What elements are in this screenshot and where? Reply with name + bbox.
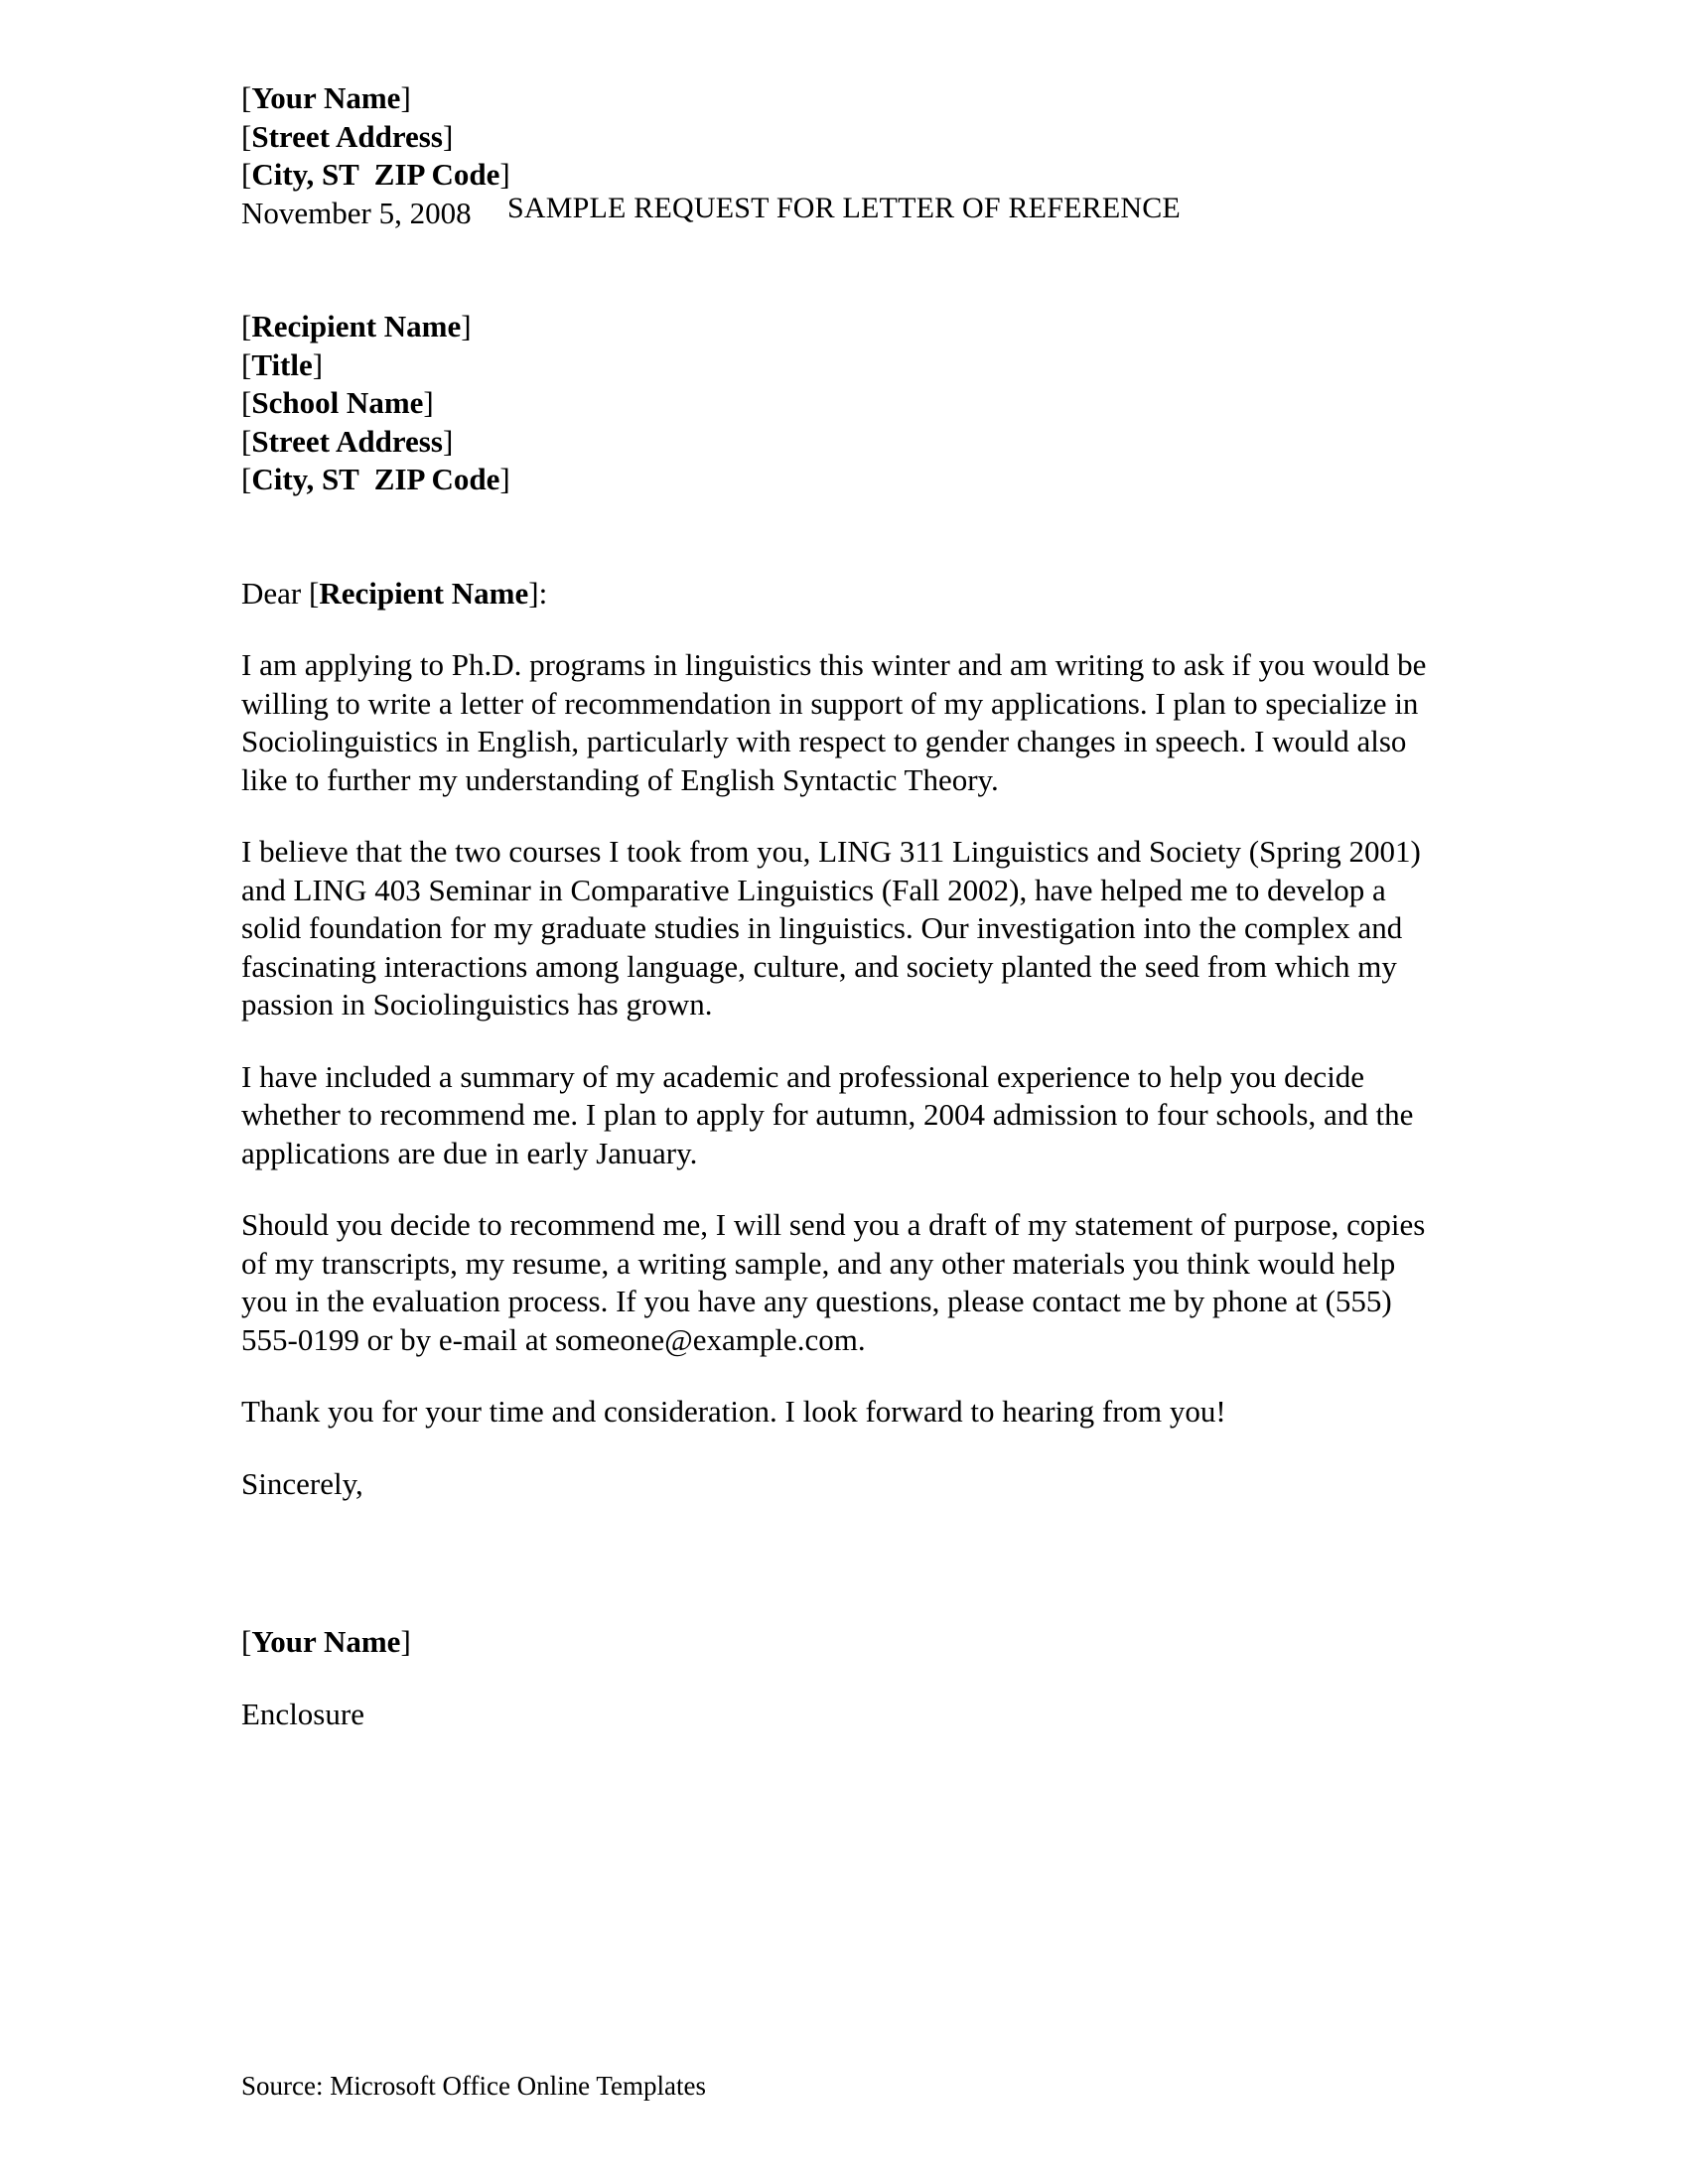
body-paragraph: Should you decide to recommend me, I will send you a draft of my statement of purpose, copies of my transcripts, my resume, a writing sample, and any other materials you think would help you in the evaluation process. If you have any questions, please contact me by phone at (555) 555-0199 or by e-mail at someone@example.com. [241,1207,1426,1357]
bracket-close: ] [423,385,434,420]
salutation-greeting: Dear [241,575,309,611]
signature-name-placeholder: Your Name [251,1624,401,1659]
sender-citystate-placeholder: City, ST ZIP Code [251,157,500,192]
bracket-close: ] [499,462,510,496]
bracket-close: ] [461,309,472,343]
recipient-title-line [241,346,1448,385]
recipient-name-placeholder: Recipient Name [251,309,462,343]
recipient-title-placeholder: Title [251,346,313,382]
source-note: Source: Microsoft Office Online Templates [241,2071,706,2101]
sender-address-block [241,79,1448,232]
bracket-open: [ [241,157,252,192]
closing-line: Sincerely, [241,1465,363,1501]
recipient-school-line [241,384,1448,423]
recipient-name-line [241,308,1448,346]
body-paragraph: I have included a summary of my academic and professional experience to help you decide whether to recommend me. I plan to apply for autumn, 2004 admission to four schools, and the applications are due in early January. [241,1058,1414,1170]
bracket-open: [ [241,309,252,343]
recipient-address-block [241,308,1448,499]
salutation-punctuation: : [538,575,548,611]
bracket-open: [ [241,423,252,459]
bracket-close: ] [528,575,539,611]
recipient-street-line [241,423,1448,462]
signature-name-line [241,1623,1448,1662]
sender-name-placeholder: Your Name [251,80,401,115]
bracket-close: ] [400,80,411,115]
letter-body [241,0,1448,1733]
bracket-open: [ [241,80,252,115]
recipient-citystate-line [241,461,1448,499]
bracket-open: [ [241,346,252,382]
body-paragraph: Thank you for your time and consideration. I look forward to hearing from you! [241,1394,1226,1429]
sender-citystate-line [241,156,1448,195]
bracket-open: [ [241,118,252,154]
salutation-name-placeholder: Recipient Name [319,575,529,611]
sender-street-placeholder: Street Address [251,118,443,154]
enclosure-line: Enclosure [241,1696,364,1731]
bracket-open: [ [241,385,252,420]
body-paragraph: I am applying to Ph.D. programs in linguistics this winter and am writing to ask if you would be willing to write a letter of recommendation in support of my applications. I plan to specialize in Sociolinguistics in English, particularly with respect to gender changes in speech. I would also like to further my understanding of English Syntactic Theory. [241,647,1427,797]
salutation-line [241,575,1448,614]
bracket-open: [ [241,1624,252,1659]
bracket-close: ] [499,157,510,192]
sender-street-line [241,118,1448,157]
bracket-close: ] [442,423,454,459]
recipient-street-placeholder: Street Address [251,423,443,459]
bracket-open: [ [308,575,320,611]
recipient-citystate-placeholder: City, ST ZIP Code [251,462,500,496]
bracket-close: ] [442,118,454,154]
page-title: SAMPLE REQUEST FOR LETTER OF REFERENCE [507,192,1181,224]
sender-name-line [241,79,1448,118]
body-paragraph: I believe that the two courses I took from you, LING 311 Linguistics and Society (Spring 2001) and LING 403 Seminar in Comparative Linguistics (Fall 2002), have helped me to develop a solid foundation for my graduate studies in linguistics. Our investigation into the complex and fascinating interactions among language, culture, and society planted the seed from which my passion in Sociolinguistics has grown. [241,834,1421,1022]
recipient-school-placeholder: School Name [251,385,424,420]
letter-date: November 5, 2008 [241,195,472,230]
bracket-open: [ [241,462,252,496]
bracket-close: ] [400,1624,411,1659]
bracket-close: ] [312,346,324,382]
